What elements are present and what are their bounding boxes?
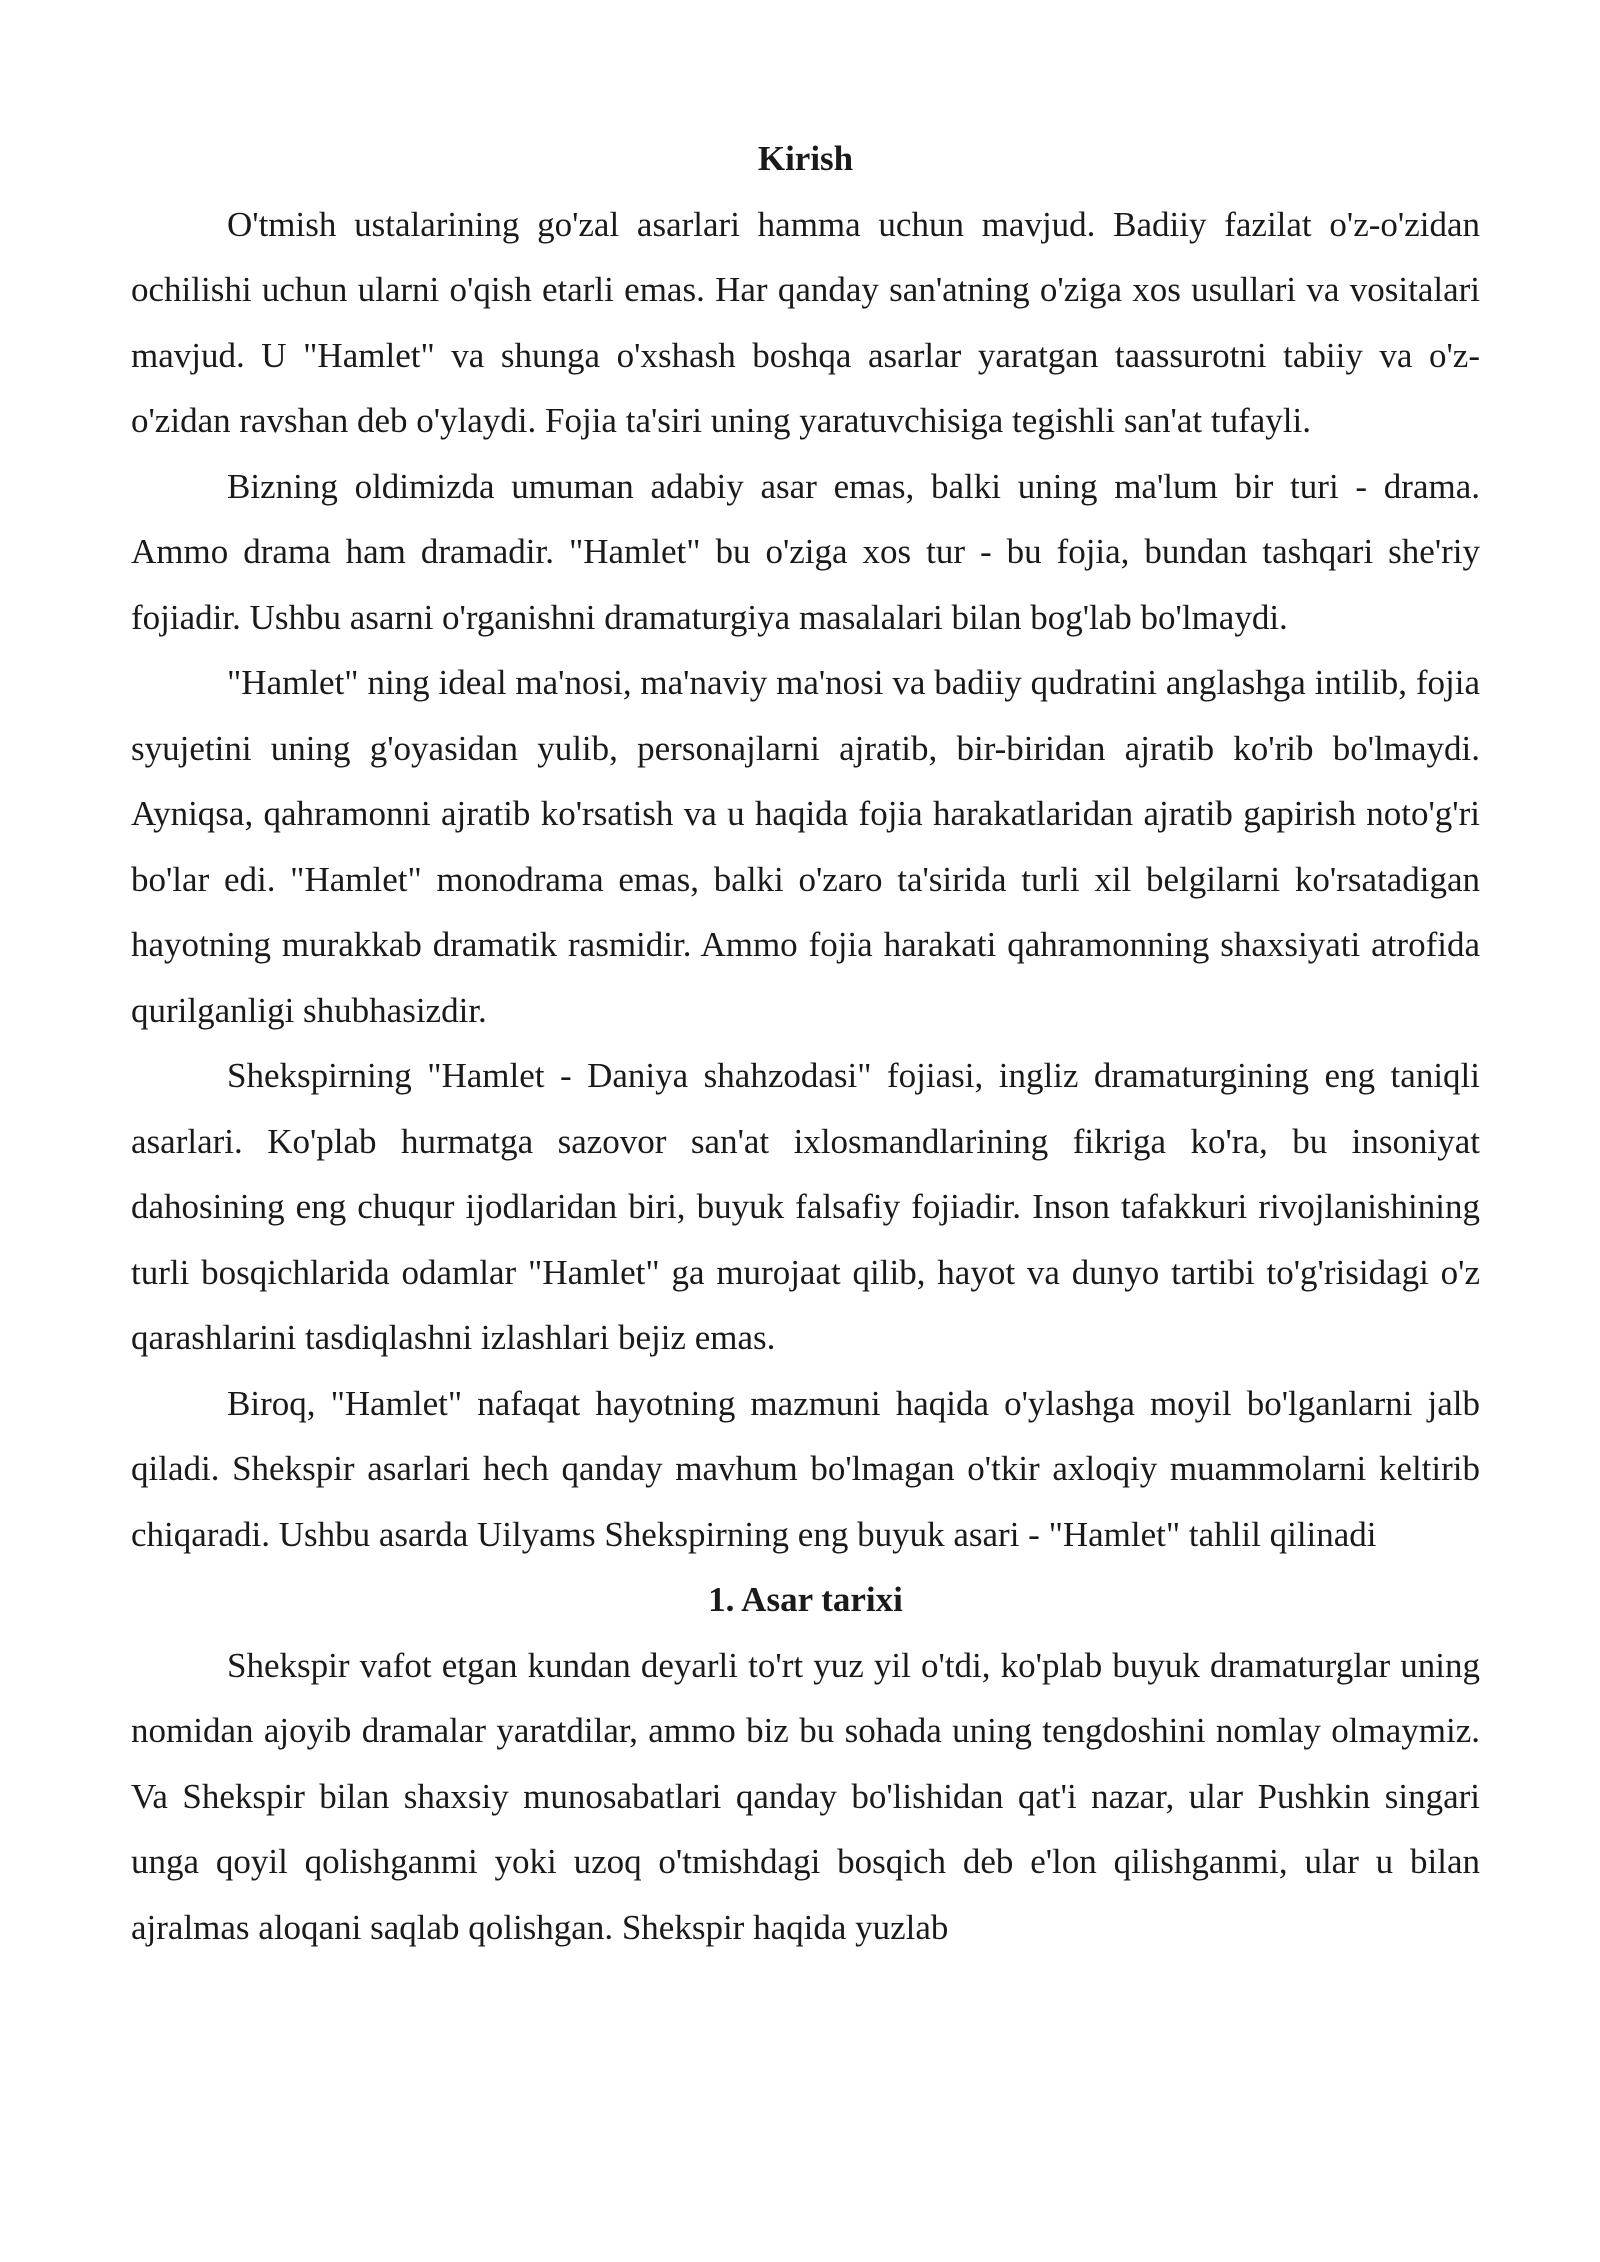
intro-heading: Kirish <box>757 139 854 178</box>
intro-paragraph-1: O'tmish ustalarining go'zal asarlari hamma uchun mavjud. Badiiy fazilat o'z-o'zidan ochilishi uchun ularni o'qish etarli emas. Har qanday san'atning o'ziga xos usullari va vositalari mavjud. U "Hamlet" va shunga o'xshash boshqa asarlar yaratgan taassurotni tabiiy va o'z-o'zidan ravshan deb o'ylaydi. Fojia ta'siri uning yaratuvchisiga tegishli san'at tufayli. <box>131 204 1480 440</box>
intro-paragraph-5: Biroq, "Hamlet" nafaqat hayotning mazmuni haqida o'ylashga moyil bo'lganlarni jalb qiladi. Shekspir asarlari hech qanday mavhum bo'lmagan o'tkir axloqiy muammolarni keltirib chiqaradi. Ushbu asarda Uilyams Shekspirning eng buyuk asari - "Hamlet" tahlil qilinadi <box>131 1383 1480 1554</box>
intro-paragraph-4: Shekspirning "Hamlet - Daniya shahzodasi" fojiasi, ingliz dramaturgining eng taniqli asarlari. Ko'plab hurmatga sazovor san'at ixlosmandlarining fikriga ko'ra, bu insoniyat dahosining eng chuqur ijodlaridan biri, buyuk falsafiy fojiadir. Inson tafakkuri rivojlanishining turli bosqichlarida odamlar "Hamlet" ga murojaat qilib, hayot va dunyo tartibi to'g'risidagi o'z qarashlarini tasdiqlashni izlashlari bejiz emas. <box>131 1056 1480 1357</box>
section-1-heading: 1. Asar tarixi <box>708 1580 903 1619</box>
intro-paragraph-3: "Hamlet" ning ideal ma'nosi, ma'naviy ma'nosi va badiiy qudratini anglashga intilib, fojia syujetini uning g'oyasidan yulib, personajlarni ajratib, bir-biridan ajratib ko'rib bo'lmaydi. Ayniqsa, qahramonni ajratib ko'rsatish va u haqida fojia harakatlaridan ajratib gapirish noto'g'ri bo'lar edi. "Hamlet" monodrama emas, balki o'zaro ta'sirida turli xil belgilarni ko'rsatadigan hayotning murakkab dramatik rasmidir. Ammo fojia harakati qahramonning shaxsiyati atrofida qurilganligi shubhasizdir. <box>131 663 1480 1030</box>
intro-paragraph-2: Bizning oldimizda umuman adabiy asar emas, balki uning ma'lum bir turi - drama. Ammo drama ham dramadir. "Hamlet" bu o'ziga xos tur - bu fojia, bundan tashqari she'riy fojiadir. Ushbu asarni o'rganishni dramaturgiya masalalari bilan bog'lab bo'lmaydi. <box>131 466 1480 637</box>
section-1-paragraph-1: Shekspir vafot etgan kundan deyarli to'rt yuz yil o'tdi, ko'plab buyuk dramaturglar uning nomidan ajoyib dramalar yaratdilar, ammo biz bu sohada uning tengdoshini nomlay olmaymiz. Va Shekspir bilan shaxsiy munosabatlari qanday bo'lishidan qat'i nazar, ular Pushkin singari unga qoyil qolishganmi yoki uzoq o'tmishdagi bosqich deb e'lon qilishganmi, ular u bilan ajralmas aloqani saqlab qolishgan. Shekspir haqida yuzlab <box>131 1645 1480 1947</box>
document-page <box>131 126 1480 1960</box>
